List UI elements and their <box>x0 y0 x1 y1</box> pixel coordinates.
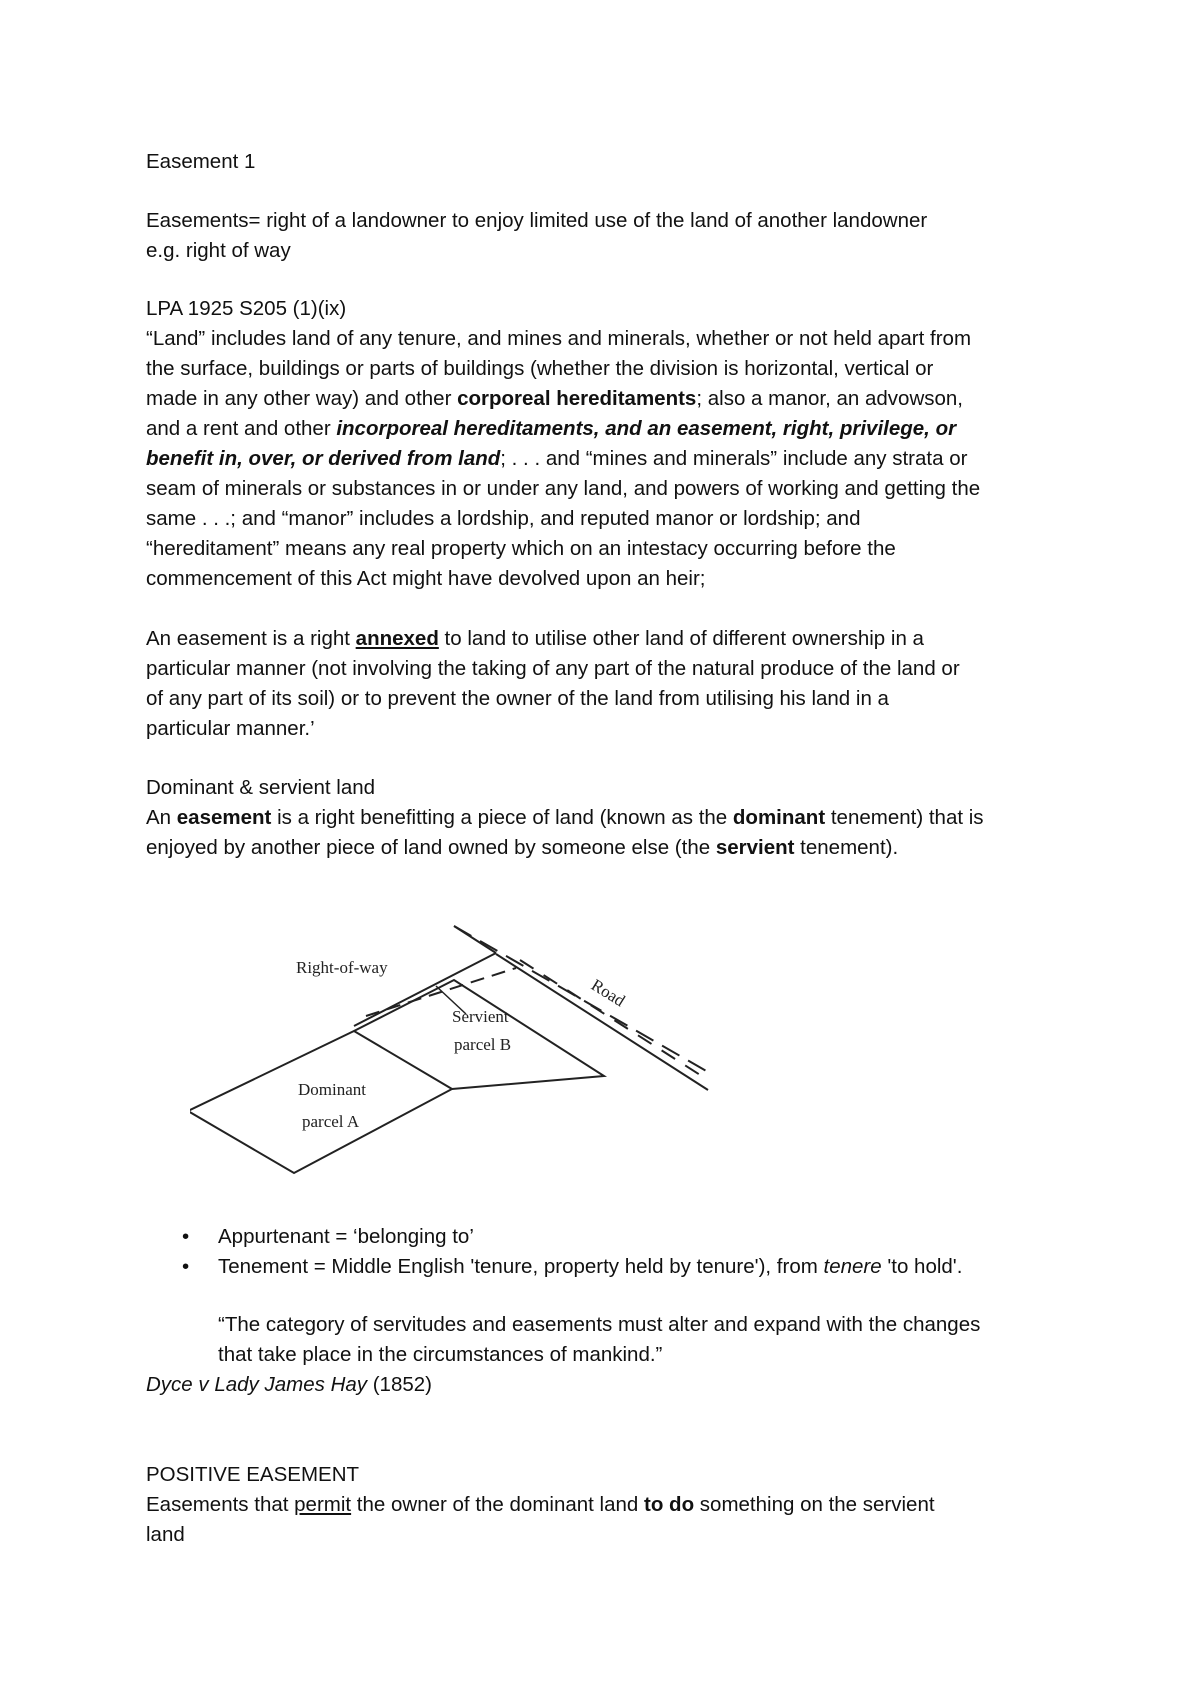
statute-heading: LPA 1925 S205 (1)(ix) <box>146 297 347 320</box>
road-lower-dashed <box>520 960 708 1080</box>
road-label: Road <box>587 975 629 1011</box>
case-citation: Dyce v Lady James Hay (1852) <box>146 1373 432 1396</box>
dominant-label-1: Dominant <box>298 1080 366 1099</box>
positive-heading: POSITIVE EASEMENT <box>146 1463 360 1486</box>
dominant-heading: Dominant & servient land <box>146 776 376 799</box>
list-item: • Appurtenant = ‘belonging to’ <box>182 1222 1082 1252</box>
bullet-icon: • <box>182 1225 190 1248</box>
annexed-paragraph: An easement is a right annexed to land to utilise other land of different ownership in a particular manner (not involving the taking of any part of the natural produce of the land or of any part of its soil) or to prevent the owner of the land from utilising his land in a particular manner.’ <box>146 627 960 740</box>
dominant-label-2: parcel A <box>302 1112 360 1131</box>
right-of-way-label: Right-of-way <box>296 958 388 977</box>
list-item: • Tenement = Middle English 'tenure, property held by tenure'), from tenere 'to hold'. <box>182 1252 1082 1282</box>
statute-section: LPA 1925 S205 (1)(ix) “Land” includes land of any tenure, and mines and minerals, whether or not held apart from the surface, buildings or parts of buildings (whether the division is horizontal, vertical or made in any other way) and other corporeal hereditaments; also a manor, an advowson, and a rent and other incorporeal hereditaments, and an easement, right, privilege, or benefit in, over, or derived from land; . . . and “mines and minerals” include any strata or seam of minerals or substances in or under any land, and powers of working and getting the same . . .; and “manor” includes a lordship, and reputed manor or lordship; and “hereditament” means any real property which on an intestacy occurring before the commencement of this Act might have devolved upon an heir; <box>146 294 1066 594</box>
dominant-servient-section: Dominant & servient land An easement is a right benefitting a piece of land (known as the dominant tenement) that is enjoyed by another piece of land owned by someone else (the servient tenement). <box>146 773 1066 863</box>
bullet-icon: • <box>182 1255 190 1278</box>
easement-diagram <box>190 890 730 1190</box>
dominant-parcel-outline <box>190 1031 452 1173</box>
road-edge <box>496 954 708 1090</box>
page-title: Easement 1 <box>146 150 256 173</box>
case-quote: “The category of servitudes and easements must alter and expand with the changes that take place in the circumstances of mankind.” <box>218 1313 981 1366</box>
positive-easement-section: POSITIVE EASEMENT Easements that permit the owner of the dominant land to do something on the servient land <box>146 1460 1066 1550</box>
bullet-list <box>182 1222 1082 1282</box>
servient-label-1: Servient <box>452 1007 509 1026</box>
easement-definition: Easements= right of a landowner to enjoy limited use of the land of another landowner e.g. right of way <box>146 209 928 262</box>
servient-label-2: parcel B <box>454 1035 512 1054</box>
